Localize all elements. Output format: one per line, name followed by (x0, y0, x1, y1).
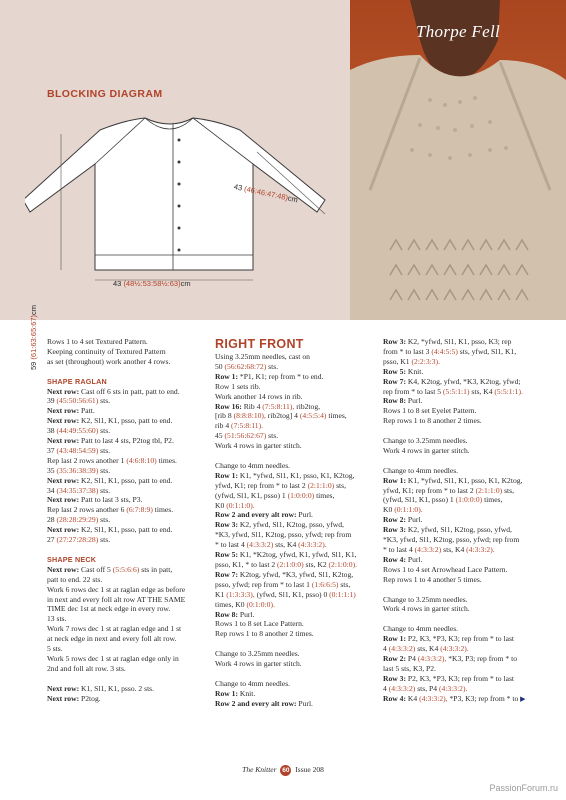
text-line: Row 1: Knit. (215, 688, 256, 698)
text-line: rep from * to last 5 (5:5:1:1) sts, K4 (5:5:1:1). (383, 386, 523, 396)
text-line: Row 4: K4 (4:3:3:2), *P3, K3; rep from * to ▶ (383, 693, 526, 703)
text-line: Change to 4mm needles. (383, 624, 459, 634)
text-line: Row 5: K1, *K2tog, yfwd, K1, yfwd, Sl1, K1, (215, 550, 357, 560)
text-line: Rep rows 1 to 8 another 2 times. (383, 416, 482, 426)
text-line: Next row: P2tog. (47, 693, 101, 703)
text-line: Next row: K2, Sl1, K1, psso, patt to end. (47, 475, 173, 485)
text-line: at neck edge in next and every foll alt row. (47, 634, 177, 644)
text-line: Work 6 rows dec 1 st at raglan edge as before (47, 584, 186, 594)
magazine-name: The Knitter (242, 765, 277, 774)
text-line: (yfwd, Sl1, K1, psso) 1 (1:0:0:0) times, (383, 495, 503, 505)
text-line: Row 2 and every alt row: Purl. (215, 698, 313, 708)
blocking-diagram-title: BLOCKING DIAGRAM (47, 88, 163, 100)
text-line: Rows 1 to 8 set Lace Pattern. (215, 619, 304, 629)
text-line: Row 3: K2, yfwd, Sl1, K2tog, psso, yfwd, (383, 525, 512, 535)
text-line: 37 (43:48:54:59) sts. (47, 445, 111, 455)
text-line: 35 (35:36:38:39) sts. (47, 465, 111, 475)
text-line: 5 sts. (47, 644, 63, 654)
text-line: Next row: K2, Sl1, K1, psso, patt to end. (47, 525, 173, 535)
text-line: yfwd, K1; rep from * to last 2 (2:1:1:0) sts, (383, 485, 514, 495)
text-line: [rib 8 (8:8:8:10), rib2tog] 4 (4:5:5:4) times, (215, 411, 347, 421)
text-line: 34 (34:35:37:38) sts. (47, 485, 111, 495)
text-line: Change to 4mm needles. (215, 678, 291, 688)
text-line: (yfwd, Sl1, K1, psso) 1 (1:0:0:0) times, (215, 490, 335, 500)
text-line: 45 (51:56:62:67) sts. (215, 431, 279, 441)
text-line: Row 1: *P1, K1; rep from * to end. (215, 371, 324, 381)
text-line: Row 1 sets rib. (215, 381, 261, 391)
text-line: Next row: Cast off 5 (5:5:6:6) sts in patt, (47, 564, 173, 574)
text-line: Work another 14 rows in rib. (215, 391, 303, 401)
text-line: Work 7 rows dec 1 st at raglan edge and 1 st (47, 624, 182, 634)
text-line: from * to last 3 (4:4:5:5) sts, yfwd, Sl1, K1, (383, 346, 517, 356)
continue-arrow-icon: ▶ (520, 694, 526, 703)
subheading-shape-neck: SHAPE NECK (47, 554, 97, 564)
photo-sweater (350, 55, 566, 320)
text-line: Next row: K2, Sl1, K1, psso, patt to end. (47, 416, 173, 426)
text-line: K1 (1:3:3:3), (yfwd, Sl1, K1, psso) 0 (0:1:1:1) (215, 589, 356, 599)
text-line: last 5 sts, K3, P2. (383, 663, 436, 673)
page-footer (0, 765, 566, 776)
text-line: 4 (4:3:3:2) sts, K4 (4:3:3:2). (383, 644, 469, 654)
text-line: Row 4: Purl. (383, 554, 423, 564)
text-line: Row 5: Knit. (383, 366, 424, 376)
model-photo (350, 0, 566, 320)
text-line: Rows 1 to 4 set Textured Pattern. (47, 337, 148, 346)
text-line: Keeping continuity of Textured Pattern (47, 346, 166, 356)
pattern-name: Thorpe Fell (415, 22, 501, 41)
text-line: Row 8: Purl. (383, 396, 423, 406)
page-number-badge: 60 (282, 767, 290, 774)
text-line: psso, K1, * to last 2 (2:1:0:0) sts, K2 (2:1:0:0). (215, 560, 358, 570)
text-line: Row 2: P4 (4:3:3:2), *K3, P3; rep from * to (383, 653, 517, 663)
text-line: Change to 3.25mm needles. (215, 649, 300, 659)
text-line: in next and every foll alt row AT THE SAME (47, 594, 186, 604)
text-line: 50 (56:62:68:72) sts. (215, 361, 279, 371)
height-measurement: 59 (61:63:65:67)cm (29, 304, 38, 370)
text-line: Next row: Patt. (47, 406, 95, 416)
text-line: as set (throughout) work another 4 rows. (47, 356, 171, 366)
text-line: rib 4 (7:5:8:11). (215, 421, 264, 431)
text-line: yfwd, K1; rep from * to last 2 (2:1:1:0) sts, (215, 480, 346, 490)
text-line: 39 (45:50:56:61) sts. (47, 396, 111, 406)
cardigan-outline (25, 100, 365, 300)
text-line: Row 8: Purl. (215, 609, 255, 619)
text-line: Rows 1 to 8 set Eyelet Pattern. (383, 406, 477, 416)
text-line: 28 (28:28:29:29) sts. (47, 515, 111, 525)
text-line: 13 sts. (47, 614, 67, 624)
text-line: Change to 3.25mm needles. (383, 594, 468, 604)
sleeve-measurement: 43 (46:46:47:48)cm (233, 182, 299, 205)
text-line: Rep last 2 rows another 6 (6:7:8:9) times. (47, 505, 174, 515)
text-line: Next row: K1, Sl1, K1, psso. 2 sts. (47, 683, 155, 693)
text-line: Change to 4mm needles. (383, 465, 459, 475)
photo-illustration (350, 0, 566, 320)
text-line: Row 2 and every alt row: Purl. (215, 510, 313, 520)
text-line: Rep rows 1 to 4 another 5 times. (383, 574, 482, 584)
issue-number: Issue 208 (295, 765, 324, 774)
text-line: Row 2: Purl. (383, 515, 423, 525)
text-line: *K3, yfwd, Sl1, K2tog, psso, yfwd; rep from (383, 535, 520, 545)
instructions-column-3 (383, 337, 551, 704)
text-line: Rep rows 1 to 8 another 2 times. (215, 629, 314, 639)
text-line: Next row: Patt to last 3 sts, P3. (47, 495, 143, 505)
text-line: 4 (4:3:3:2) sts, P4 (4:3:3:2). (383, 683, 468, 693)
text-line: Work 4 rows in garter stitch. (383, 604, 470, 614)
text-line: 2nd and foll alt row. 3 sts. (47, 663, 126, 673)
instructions-column-2 (215, 337, 377, 709)
text-line: *K3, yfwd, Sl1, K2tog, psso, yfwd; rep from (215, 530, 352, 540)
text-line: Row 1: P2, K3, *P3, K3; rep from * to last (383, 634, 515, 644)
instructions-column-1 (47, 337, 207, 703)
text-line: Row 7: K4, K2tog, yfwd, *K3, K2tog, yfwd; (383, 376, 521, 386)
text-line: Change to 3.25mm needles. (383, 436, 468, 446)
text-line: Rep last 2 rows another 1 (4:6:8:10) times. (47, 455, 177, 465)
text-line: Work 4 rows in garter stitch. (215, 659, 302, 669)
text-line: Next row: Cast off 6 sts in patt, patt to end. (47, 386, 180, 396)
text-line: Row 1: K1, *yfwd, Sl1, K1, psso, K1, K2tog, (215, 470, 355, 480)
text-line: Using 3.25mm needles, cast on (215, 352, 310, 361)
text-line: TIME dec 1st at neck edge in every row. (47, 604, 171, 614)
text-line: Row 7: K2tog, yfwd, *K3, yfwd, Sl1, K2tog, (215, 569, 354, 579)
text-line: * to last 4 (4:3:3:2) sts, K4 (4:3:3:2). (215, 540, 327, 550)
text-line: psso, yfwd; rep from * to last 1 (1:6:6:5) sts, (215, 579, 351, 589)
text-line: Row 3: K2, *yfwd, Sl1, K1, psso, K3; rep (383, 337, 512, 346)
text-line: Work 4 rows in garter stitch. (383, 445, 470, 455)
subheading-shape-raglan: SHAPE RAGLAN (47, 376, 107, 386)
text-line: Work 5 rows dec 1 st at raglan edge only in (47, 653, 179, 663)
text-line: * to last 4 (4:3:3:2) sts, K4 (4:3:3:2). (383, 545, 495, 554)
text-line: patt to end. 22 sts. (47, 574, 103, 584)
text-line: Row 1: K1, *yfwd, Sl1, K1, psso, K1, K2tog, (383, 475, 523, 485)
text-line: Row 3: K2, yfwd, Sl1, K2tog, psso, yfwd, (215, 520, 344, 530)
text-line: Row 16: Rib 4 (7:5:8:11), rib2tog, (215, 401, 321, 411)
section-title-right-front: RIGHT FRONT (215, 337, 304, 351)
text-line: Row 3: P2, K3, *P3, K3; rep from * to last (383, 673, 515, 683)
watermark: PassionForum.ru (489, 783, 558, 793)
text-line: 38 (44:49:55:60) sts. (47, 426, 111, 436)
text-line: times, K0 (0:1:0:0). (215, 599, 275, 609)
text-line: K0 (0:1:1:0). (383, 505, 423, 515)
text-line: 27 (27:27:28:28) sts. (47, 535, 111, 545)
text-line: Rows 1 to 4 set Arrowhead Lace Pattern. (383, 564, 508, 574)
text-line: Change to 4mm needles. (215, 460, 291, 470)
width-measurement: 43 (48½:53:58½:63)cm (113, 279, 191, 288)
text-line: Work 4 rows in garter stitch. (215, 441, 302, 451)
text-line: psso, K1 (2:2:3:3). (383, 356, 440, 366)
text-line: Next row: Patt to last 4 sts, P2tog tbl, P2. (47, 436, 174, 446)
text-line: K0 (0:1:1:0). (215, 500, 255, 510)
